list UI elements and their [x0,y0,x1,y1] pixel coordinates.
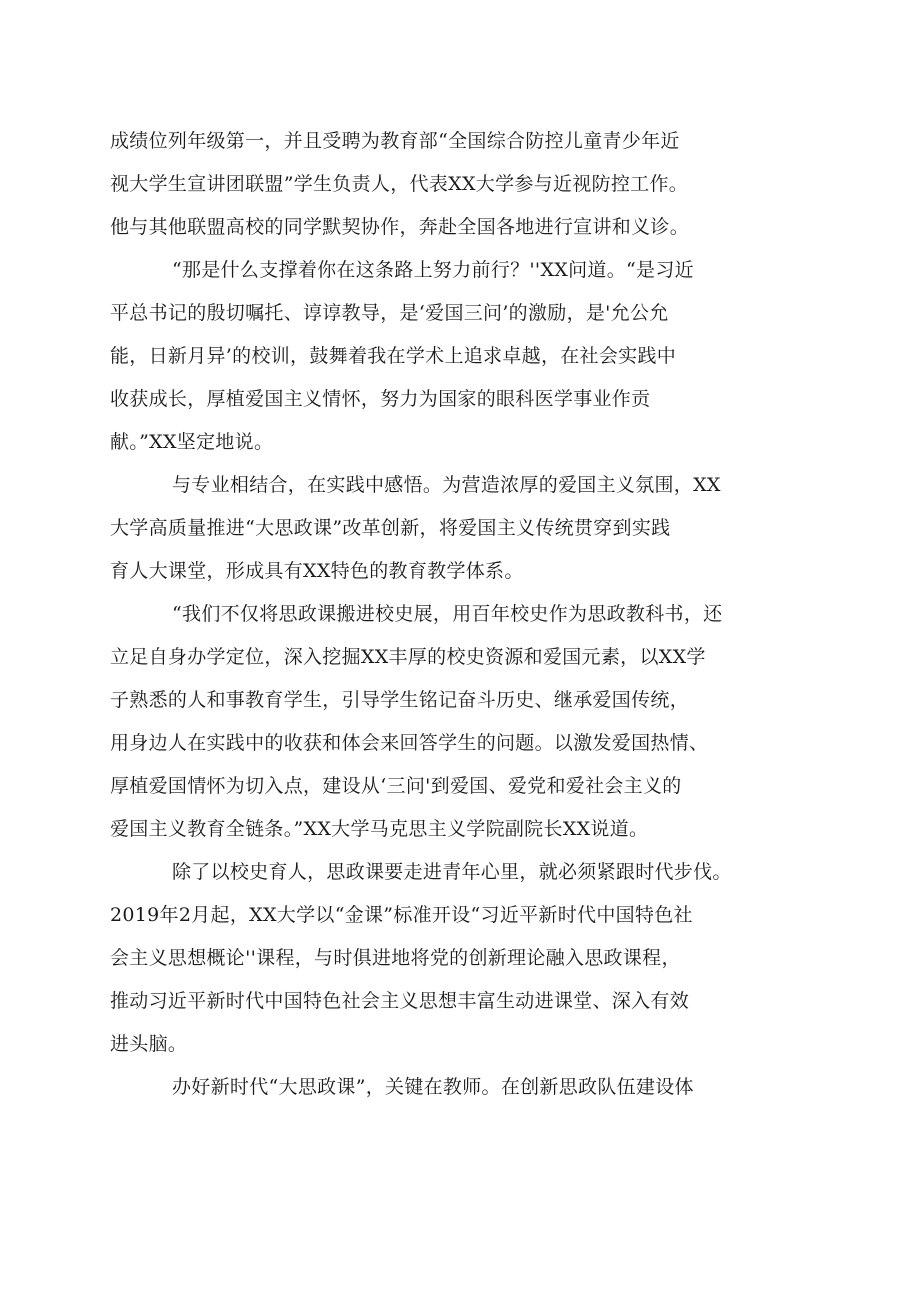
text-line-21: 推动习近平新时代中国特色社会主义思想丰富生动进课堂、深入有效 [110,990,690,1012]
text-line-13: 立足自身办学定位，深入挖掘XX丰厚的校史资源和爱国元素，以XX学 [110,646,706,668]
text-line-14: 子熟悉的人和事教育学生，引导学生铭记奋斗历史、继承爱国传统， [110,689,690,711]
text-line-5: 平总书记的殷切嘱托、谆谆教导，是‘爱国三问’的激励，是'允公允 [110,302,669,324]
text-line-2: 视大学生宣讲团联盟”学生负责人，代表XX大学参与近视防控工作。 [110,173,689,195]
text-line-1: 成绩位列年级第一，并且受聘为教育部“全国综合防控儿童青少年近 [110,130,680,152]
text-line-22: 进头脑。 [110,1033,188,1055]
text-line-6: 能，日新月异’的校训，鼓舞着我在学术上追求卓越，在社会实践中 [110,345,677,367]
text-line-7: 收获成长，厚植爱国主义情怀，努力为国家的眼科医学事业作贡 [110,388,651,410]
text-line-11: 育人大课堂，形成具有XX特色的教育教学体系。 [110,560,524,582]
text-line-4: “那是什么支撑着你在这条路上努力前行？''XX问道。“是习近 [172,259,694,281]
text-line-3: 他与其他联盟高校的同学默契协作，奔赴全国各地进行宣讲和义诊。 [110,216,690,238]
text-line-8: 献。”XX坚定地说。 [110,431,274,453]
text-line-19: 2019年2月起，XX大学以“金课”标准开设“习近平新时代中国特色社 [110,904,693,926]
text-line-23: 办好新时代“大思政课”，关键在教师。在创新思政队伍建设体 [172,1076,694,1098]
text-line-18: 除了以校史育人，思政课要走进青年心里，就必须紧跟时代步伐。 [172,861,732,883]
text-line-17: 爱国主义教育全链条。”XX大学马克思主义学院副院长XX说道。 [110,818,649,840]
text-line-10: 大学高质量推进“大思政课”改革创新，将爱国主义传统贯穿到实践 [110,517,671,539]
text-line-20: 会主义思想概论''课程，与时俱进地将党的创新理论融入思政课程， [110,947,681,969]
text-line-9: 与专业相结合，在实践中感悟。为营造浓厚的爱国主义氛围，XX [172,474,721,496]
text-line-15: 用身边人在实践中的收获和体会来回答学生的问题。以激发爱国热情、 [110,732,709,754]
text-line-16: 厚植爱国情怀为切入点，建设从‘三问'到爱国、爱党和爱社会主义的 [110,775,682,797]
text-line-12: “我们不仅将思政课搬进校史展，用百年校史作为思政教科书，还 [172,603,723,625]
